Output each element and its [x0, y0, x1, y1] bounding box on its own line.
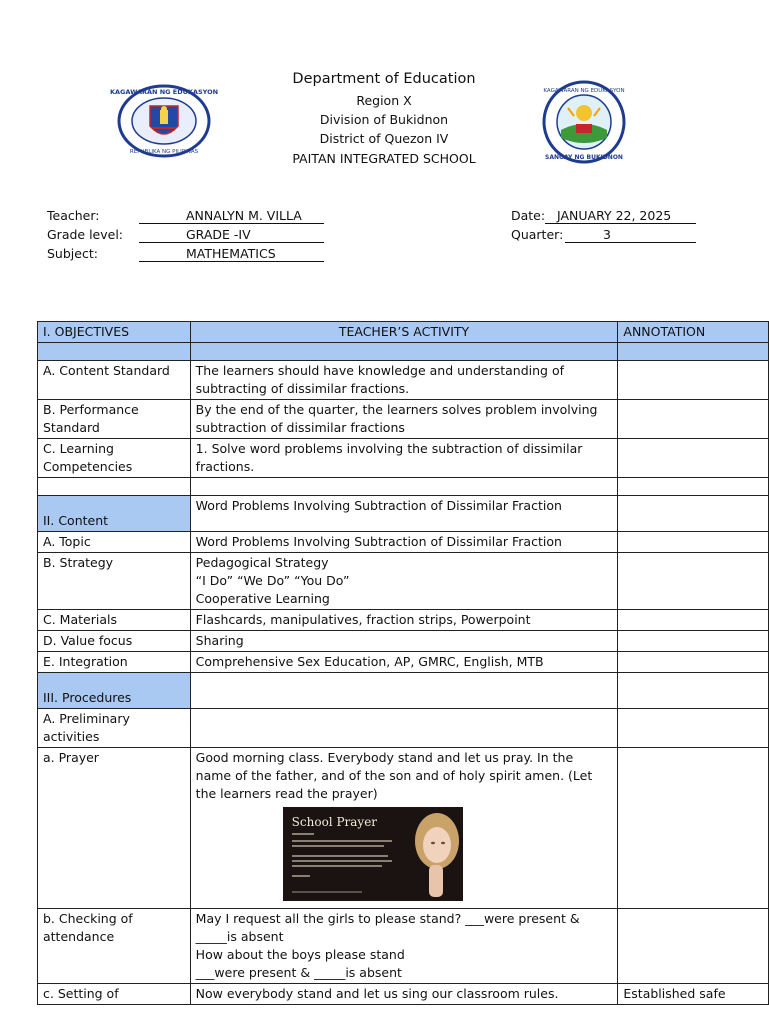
strategy-line: Pedagogical Strategy	[195, 555, 329, 570]
attendance-text	[190, 909, 618, 984]
svg-text:SANGAY NG BUKIDNON: SANGAY NG BUKIDNON	[545, 154, 623, 161]
table-row	[38, 631, 769, 652]
integration-text: Comprehensive Sex Education, AP, GMRC, English, MTB	[190, 652, 618, 673]
setting-annotation: Established safe	[618, 984, 769, 1005]
table-row	[38, 343, 769, 361]
table-row	[38, 496, 769, 532]
strategy-line: Cooperative Learning	[195, 591, 330, 606]
attendance-line: How about the boys please stand	[195, 947, 405, 962]
svg-text:KAGAWARAN NG EDUKASYON: KAGAWARAN NG EDUKASYON	[543, 88, 625, 94]
school-prayer-image	[283, 807, 463, 901]
grade-value: GRADE -IV	[139, 227, 324, 243]
prayer-label: a. Prayer	[38, 748, 191, 909]
division-seal-logo	[538, 80, 630, 164]
table-row	[38, 673, 769, 709]
grade-label: Grade level:	[47, 227, 124, 242]
content-standard-label: A. Content Standard	[38, 361, 191, 400]
table-row	[38, 478, 769, 496]
setting-label: c. Setting of	[38, 984, 191, 1005]
topic-text: Word Problems Involving Subtraction of Dissimilar Fraction	[190, 532, 618, 553]
setting-text: Now everybody stand and let us sing our classroom rules.	[190, 984, 618, 1005]
header-objectives: I. OBJECTIVES	[38, 322, 191, 343]
division-line: Division of Bukidnon	[319, 112, 449, 127]
header-annotation: ANNOTATION	[618, 322, 769, 343]
teacher-value: ANNALYN M. VILLA	[139, 208, 324, 224]
attendance-label: b. Checking of attendance	[38, 909, 191, 984]
table-row	[38, 709, 769, 748]
subject-label: Subject:	[47, 246, 98, 261]
integration-label: E. Integration	[38, 652, 191, 673]
learning-competencies-label: C. Learning Competencies	[38, 439, 191, 478]
quarter-value: 3	[565, 227, 696, 243]
strategy-label: B. Strategy	[38, 553, 191, 610]
materials-text: Flashcards, manipulatives, fraction strips, Powerpoint	[190, 610, 618, 631]
prayer-text: Good morning class. Everybody stand and let us pray. In the name of the father, and of the son and of holy spirit amen. (Let the learners read the prayer)	[195, 750, 593, 801]
lesson-plan-table	[37, 321, 769, 1005]
table-row	[38, 748, 769, 909]
table-row	[38, 610, 769, 631]
topic-label: A. Topic	[38, 532, 191, 553]
performance-standard-label: B. Performance Standard	[38, 400, 191, 439]
prayer-cell	[190, 748, 618, 909]
date-label: Date:	[511, 208, 546, 223]
procedures-section-label: III. Procedures	[38, 673, 191, 709]
content-standard-text: The learners should have knowledge and understanding of subtracting of dissimilar fractions.	[190, 361, 618, 400]
attendance-line: ___were present & _____is absent	[195, 965, 402, 980]
header-teachers-activity: TEACHER’S ACTIVITY	[190, 322, 618, 343]
materials-label: C. Materials	[38, 610, 191, 631]
teacher-label: Teacher:	[47, 208, 100, 223]
table-row	[38, 361, 769, 400]
learning-competencies-text: 1. Solve word problems involving the subtraction of dissimilar fractions.	[190, 439, 618, 478]
table-header-row	[38, 322, 769, 343]
department-title: Department of Education	[292, 71, 476, 87]
svg-text:KAGAWARAN NG EDUKASYON: KAGAWARAN NG EDUKASYON	[109, 88, 219, 96]
preliminary-activities-label: A. Preliminary activities	[38, 709, 191, 748]
quarter-label: Quarter:	[511, 227, 564, 242]
table-row	[38, 553, 769, 610]
district-line: District of Quezon IV	[319, 131, 449, 146]
performance-standard-text: By the end of the quarter, the learners solves problem involving subtraction of dissimilar fractions	[190, 400, 618, 439]
value-focus-label: D. Value focus	[38, 631, 191, 652]
value-focus-text: Sharing	[190, 631, 618, 652]
subject-value: MATHEMATICS	[139, 246, 324, 262]
content-section-label: II. Content	[38, 496, 191, 532]
date-value: JANUARY 22, 2025	[545, 208, 696, 224]
attendance-line: May I request all the girls to please stand? ___were present & _____is absent	[195, 911, 580, 944]
praying-girl-image	[407, 811, 459, 897]
table-row	[38, 532, 769, 553]
region-line: Region X	[356, 93, 412, 108]
strategy-text	[190, 553, 618, 610]
table-row	[38, 984, 769, 1005]
deped-seal-logo	[109, 84, 219, 158]
strategy-line: “I Do” “We Do” “You Do”	[195, 573, 350, 588]
prayer-image-title: School Prayer	[291, 815, 378, 829]
table-row	[38, 909, 769, 984]
svg-text:REPUBLIKA NG PILIPINAS: REPUBLIKA NG PILIPINAS	[129, 149, 199, 155]
table-row	[38, 439, 769, 478]
table-row	[38, 652, 769, 673]
school-name: PAITAN INTEGRATED SCHOOL	[292, 151, 476, 166]
content-section-text: Word Problems Involving Subtraction of Dissimilar Fraction	[190, 496, 618, 532]
table-row	[38, 400, 769, 439]
